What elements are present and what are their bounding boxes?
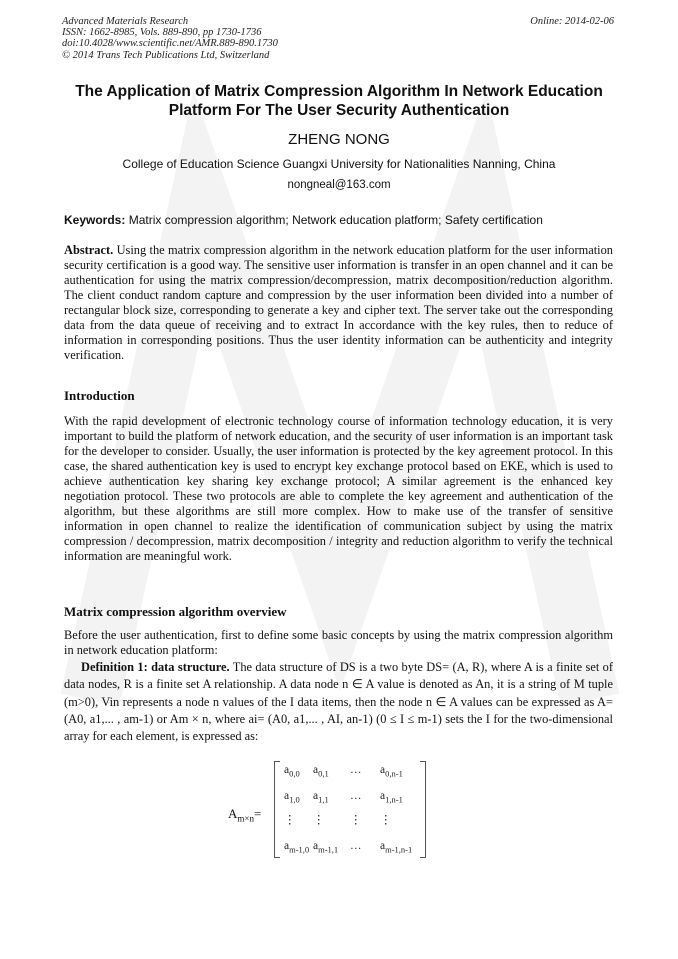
doi: doi:10.4028/www.scientific.net/AMR.889-890.1730 <box>62 38 278 50</box>
matrix-cell: $a_{0,n-1}$ <box>380 764 403 779</box>
abstract-text: Using the matrix compression algorithm in the network education platform for the user information security certification is a good way. The sensitive user information is transfer in an open channel and it can be authentication for using the matrix compression/decompression, matrix decomposition/reduction algorithm. The client conduct random capture and compression by the user information been divided into a number of rectangular block size, corresponding to generate a key and cipher text. The server take out the corresponding data from the data queue of receiving and to extract In accordance with the key rules, then to reduce of information in corresponding positions. Thus the user identity information can be authenticity and integrity verification. <box>64 243 613 362</box>
paper-title: The Application of Matrix Compression Algorithm In Network Education Platform For The User Security Authentication <box>75 83 603 119</box>
keywords-text: Matrix compression algorithm; Network education platform; Safety certification <box>128 213 543 227</box>
matrix-cell: ⋮ <box>313 814 325 826</box>
section-heading-introduction: Introduction <box>64 388 135 403</box>
definition-1 <box>64 659 613 745</box>
matrix-cell: $a_{m-1,0}$ <box>284 840 310 855</box>
matrix-label-base: A <box>228 806 238 821</box>
publication-meta <box>62 16 278 61</box>
matrix-intro-text: Before the user authentication, first to define some basic concepts by using the matrix compression algorithm in network education platform: <box>64 628 613 657</box>
matrix-cell: $a_{0,0}$ <box>284 764 300 779</box>
matrix-cell: $a_{1,0}$ <box>284 790 300 805</box>
matrix-cell: $a_{m-1,1}$ <box>313 840 339 855</box>
matrix-cell: $a_{1,1}$ <box>313 790 329 805</box>
keywords <box>64 213 618 227</box>
matrix-left-bracket <box>274 761 280 858</box>
online-date: Online: 2014-02-06 <box>530 16 614 27</box>
copyright: © 2014 Trans Tech Publications Ltd, Switzerland <box>62 49 270 61</box>
matrix-cell: ⋮ <box>380 814 392 826</box>
abstract <box>64 243 613 363</box>
matrix-cell: $a_{0,1}$ <box>313 764 329 779</box>
definition-1-label: Definition 1: data structure. <box>81 660 230 674</box>
matrix-cell: $a_{m-1,n-1}$ <box>380 840 413 855</box>
definition-1-text: The data structure of DS is a two byte DS= (A, R), where A is a finite set of data nodes, R is a finite set A relationship. A data node n ∈ A value is denoted as An, it is a string of M tuple (m>0), Vin represents a node n values of the I data items, then the node n ∈ A values can be expressed as A= (A0, a1,... , am-1) or Am × n, where ai= (A0, a1,... , AI, an-1) (0 ≤ I ≤ m-1) sets the I for the two-dimensional array for each element, is expressed as: <box>64 660 614 744</box>
abstract-label: Abstract. <box>64 243 114 257</box>
author-email: nongneal@163.com <box>287 179 391 191</box>
matrix-cell: … <box>350 790 362 802</box>
journal-name: Advanced Materials Research <box>62 16 189 27</box>
matrix-label-eq: = <box>253 806 262 821</box>
matrix-cell: $a_{1,n-1}$ <box>380 790 403 805</box>
issn: ISSN: 1662-8985, Vols. 889-890, pp 1730-1736 <box>62 27 262 39</box>
matrix-label <box>228 806 261 824</box>
keywords-label: Keywords: <box>64 213 126 227</box>
matrix-cell: ⋮ <box>350 814 362 826</box>
matrix-cell: … <box>350 840 362 852</box>
matrix-label-sub: m×n <box>237 813 254 824</box>
matrix-cell: ⋮ <box>284 814 296 826</box>
matrix-cell: … <box>350 764 362 776</box>
author-affiliation: College of Education Science Guangxi University for Nationalities Nanning, China <box>122 157 556 171</box>
author-name: ZHENG NONG <box>288 131 390 148</box>
introduction-text: With the rapid development of electronic technology course of information technology education, it is very important to build the platform of network education, and the security of user information is an important task for the developer to consider. Usually, the user information is protected by the key agreement protocol. In this case, the shared authentication key is used to encrypt key exchange protocol based on EKE, which is used to achieve authentication key sharing key exchange protocol; A similar agreement is the enhanced key negotiation protocol. These two protocols are able to complete the key agreement and authentication of the algorithm, but these algorithms are still more complex. How to make use of the transfer of sensitive information in open channel to realize the identification of communication subject by using the matrix compression / decompression, matrix decomposition / integrity and reduction algorithm to verify the technical information are meaningful work. <box>64 414 613 563</box>
section-heading-matrix: Matrix compression algorithm overview <box>64 604 287 619</box>
matrix-right-bracket <box>420 761 426 858</box>
